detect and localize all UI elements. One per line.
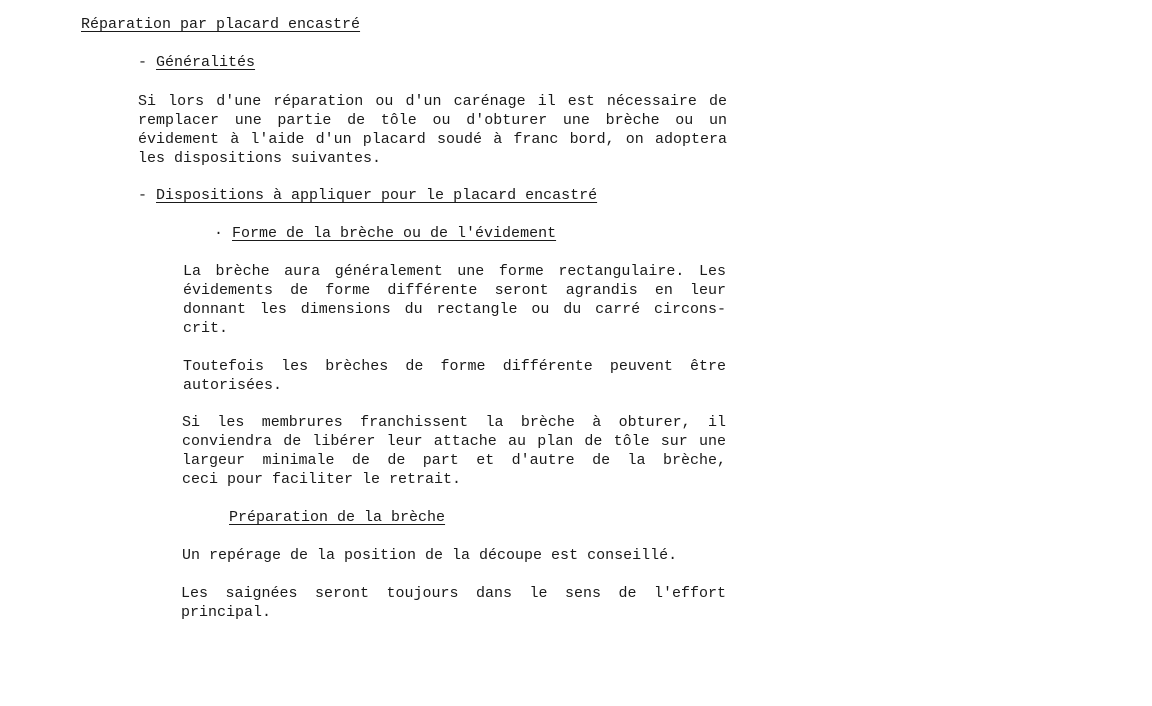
paragraph-line: Un repérage de la position de la découpe est conseillé. [182,547,678,564]
paragraph-line: évidements de forme différente seront agrandis en leur [183,282,726,299]
heading-text: Généralités [156,54,256,71]
heading-text: Dispositions à appliquer pour le placard encastré [156,187,598,204]
paragraph-line: Si les membrures franchissent la brèche à obturer, il [182,414,726,431]
paragraph-line: largeur minimale de de part et d'autre de la brèche, [182,452,726,469]
paragraph-line: Les saignées seront toujours dans le sens de l'effort [181,585,726,602]
heading-text: Forme de la brèche ou de l'évidement [232,225,557,242]
subsection-preparation-heading: Préparation de la brèche [229,509,446,526]
paragraph-forme-3 [182,413,726,489]
paragraph-forme-2 [183,357,726,395]
paragraph-line: La brèche aura généralement une forme rectangulaire. Les [183,263,726,280]
document-title: Réparation par placard encastré [81,16,361,33]
paragraph-line: autorisées. [183,377,283,394]
paragraph-line: donnant les dimensions du rectangle ou du carré circons- [183,301,726,318]
section-generalites-heading [138,53,255,72]
paragraph-line: évidement à l'aide d'un placard soudé à franc bord, on adoptera [138,131,727,148]
paragraph-line: ceci pour faciliter le retrait. [182,471,462,488]
heading-dash: - [138,187,157,204]
paragraph-line: remplacer une partie de tôle ou d'obturer une brèche ou un [138,112,727,129]
paragraph-forme-1 [183,262,726,338]
heading-dash: - [138,54,157,71]
paragraph-preparation-1 [182,546,726,565]
paragraph-line: principal. [181,604,272,621]
paragraph-line: Toutefois les brèches de forme différente peuvent être [183,358,726,375]
paragraph-line: conviendra de libérer leur attache au plan de tôle sur une [182,433,726,450]
paragraph-line: Si lors d'une réparation ou d'un carénage il est nécessaire de [138,93,727,110]
subsection-forme-heading [214,224,556,243]
paragraph-line: les dispositions suivantes. [138,150,382,167]
paragraph-line: crit. [183,320,229,337]
paragraph-preparation-2 [181,584,726,622]
section-dispositions-heading [138,186,597,205]
heading-bullet: · [214,225,233,242]
paragraph-generalites [138,92,727,168]
